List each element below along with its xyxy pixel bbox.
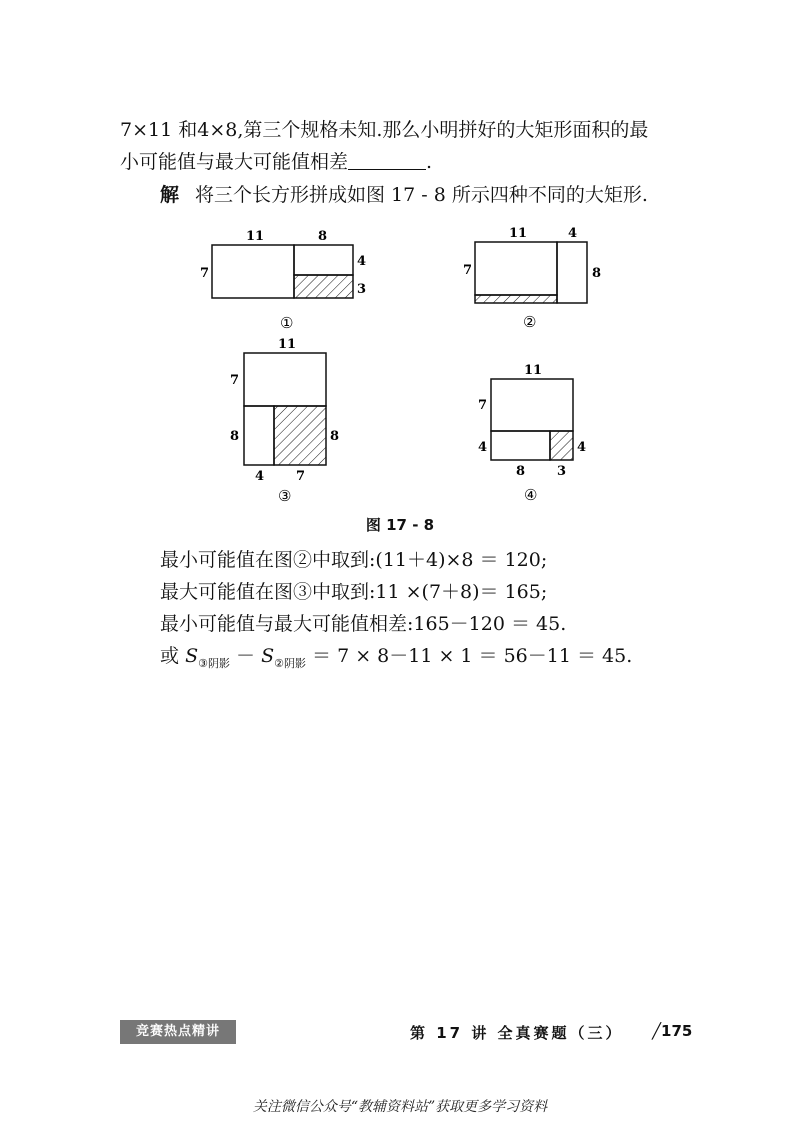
- d1-label-11: 11: [246, 229, 265, 244]
- d4-label-3: 3: [557, 464, 567, 479]
- d2-label-11: 11: [509, 226, 528, 241]
- d2-number: ②: [523, 313, 537, 331]
- problem-line-2-text: 小可能值与最大可能值相差: [120, 151, 349, 173]
- solution-label: 解: [160, 184, 180, 206]
- d4-label-4-right: 4: [577, 440, 587, 455]
- d3-rect-4x8: [244, 406, 274, 465]
- result-max: 最大可能值在图③中取到:11 ×(7＋8)＝ 165;: [160, 581, 548, 603]
- d1-label-8: 8: [318, 229, 328, 244]
- d3-rect-7x11: [244, 353, 326, 406]
- watermark-text: 关注微信公众号“教辅资料站”获取更多学习资料: [252, 1099, 548, 1115]
- d4-label-11: 11: [524, 363, 543, 378]
- d4-label-7: 7: [478, 398, 488, 413]
- d2-shaded-strip: [475, 295, 557, 303]
- diagram-3: [220, 335, 360, 514]
- section-badge: 竞赛热点精讲: [120, 1020, 236, 1044]
- d4-rect-4x8: [491, 431, 550, 460]
- d1-label-4: 4: [357, 254, 367, 269]
- figure-caption: 图 17 - 8: [365, 516, 435, 534]
- d4-number: ④: [524, 486, 538, 504]
- d2-rect-4x8: [557, 242, 587, 303]
- diagram-1: [190, 225, 390, 339]
- alt-s2: S: [261, 645, 275, 667]
- d3-label-8-left: 8: [230, 429, 240, 444]
- d2-rect-7x11: [475, 242, 557, 295]
- alt-s1-sub: ③阴影: [198, 657, 230, 670]
- d1-rect-4x8: [294, 245, 353, 275]
- chapter-title: 第 17 讲 全真赛题（三）: [410, 1024, 624, 1042]
- alt-s2-sub: ②阴影: [274, 657, 306, 670]
- d3-label-7: 7: [230, 373, 240, 388]
- d4-label-8: 8: [516, 464, 526, 479]
- result-min: 最小可能值在图②中取到:(11＋4)×8 ＝ 120;: [160, 549, 548, 571]
- d3-label-4: 4: [255, 469, 265, 484]
- d4-label-4-left: 4: [478, 440, 488, 455]
- d3-label-7-bottom: 7: [296, 469, 306, 484]
- solution-intro: [160, 183, 648, 207]
- result-alt: [160, 644, 632, 676]
- solution-intro-text: 将三个长方形拼成如图 17 - 8 所示四种不同的大矩形.: [195, 184, 648, 206]
- d1-label-7: 7: [200, 266, 210, 281]
- diagram-1-svg: [190, 225, 390, 335]
- answer-blank: [348, 151, 426, 170]
- alt-prefix: 或: [160, 645, 180, 667]
- problem-line-2-end: .: [426, 151, 433, 173]
- alt-minus: －: [236, 645, 256, 667]
- d1-number: ①: [280, 314, 294, 332]
- problem-line-1: 7×11 和4×8,第三个规格未知.那么小明拼好的大矩形面积的最: [120, 119, 649, 141]
- d4-rect-7x11: [491, 379, 573, 431]
- diagram-4-svg: [472, 360, 612, 510]
- alt-rest: ＝ 7 × 8－11 × 1 ＝ 56－11 ＝ 45.: [312, 645, 633, 667]
- d3-label-8-right: 8: [330, 429, 340, 444]
- d3-label-11: 11: [278, 337, 297, 352]
- diagram-4: [472, 360, 612, 514]
- d3-number: ③: [278, 487, 292, 505]
- d1-label-3: 3: [357, 282, 367, 297]
- d2-label-4: 4: [568, 226, 578, 241]
- diagram-3-svg: [220, 335, 360, 510]
- problem-line-2: [120, 150, 432, 174]
- d3-shaded-rect: [274, 406, 326, 465]
- d2-label-7: 7: [463, 263, 473, 278]
- alt-s1: S: [185, 645, 199, 667]
- d1-shaded-rect: [294, 275, 353, 298]
- d4-shaded-rect: [550, 431, 573, 460]
- diagram-2-svg: [455, 222, 615, 337]
- diagram-2: [455, 222, 615, 341]
- result-diff: 最小可能值与最大可能值相差:165－120 ＝ 45.: [160, 613, 567, 635]
- page-number: ╱175: [652, 1022, 693, 1040]
- d2-label-8: 8: [592, 266, 602, 281]
- d1-rect-7x11: [212, 245, 294, 298]
